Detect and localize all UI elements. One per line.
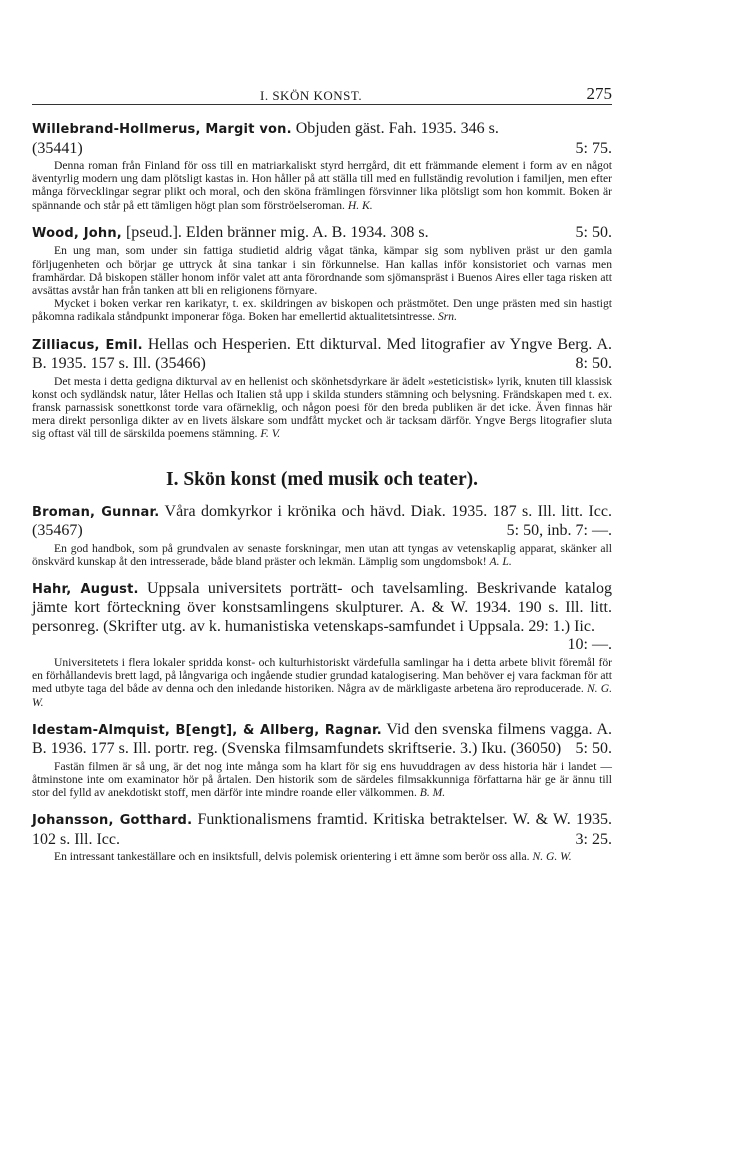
entry-citation	[32, 224, 612, 244]
entry-citation-text: [pseud.]. Elden bränner mig. A. B. 1934. 308 s.	[121, 223, 429, 241]
entry-citation-text: Hellas och Hesperien. Ett dikturval. Med litografier av Yngve Berg. A. B. 1935. 157 s. Ill. (35466)	[32, 335, 612, 373]
bibliography-entry	[32, 503, 612, 568]
entry-citation-text: Objuden gäst. Fah. 1935. 346 s.	[291, 120, 499, 137]
entry-citation	[32, 120, 612, 158]
entry-author: Idestam-Almquist, B[engt], & Allberg, Ragnar.	[32, 722, 382, 738]
reviewer-signature: N. G. W.	[532, 850, 572, 864]
entry-citation-text: Vid den svenska filmens vagga. A. B. 1936. 177 s. Ill. portr. reg. (Svenska filmsamfundets skriftserie. 3.) Iku. (36050)	[32, 720, 612, 758]
annotation-text: En ung man, som under sin fattiga studietid aldrig vågat tänka, kämpar sig som nybliven präst ur den gamla förljugenheten och börjar ge uttryck åt sina tankar i sin förkunnelse. Han kallas inför konsistoriet och varnas men framhärdar. Då biskopen ställer honom inför valet att anta förordnande som sjömanspräst i Buenos Aires eller taga risken att avsättas avstår han från tanken att bli en religionens förnyare.	[32, 244, 612, 297]
entry-citation-text: Funktionalismens framtid. Kritiska betraktelser. W. & W. 1935. 102 s. Ill. Icc.	[32, 811, 612, 848]
entry-citation	[32, 811, 612, 849]
reviewer-signature: A. L.	[489, 554, 512, 568]
entry-citation-text: Våra domkyrkor i krönika och hävd. Diak. 1935. 187 s. Ill. litt. Icc. (35467)	[32, 502, 612, 540]
annotation-text: En god handbok, som på grundvalen av senaste forskningar, men utan att tyngas av vetenskaplig apparat, skänker all önskvärd kunskap åt den intresserade, både bland präster och lekmän. Lämplig som ungdomsbok!	[32, 541, 612, 568]
entry-price: 3: 25.	[575, 830, 612, 848]
bibliography-entry	[32, 120, 612, 212]
entry-author: Wood, John,	[32, 225, 122, 241]
entry-author: Hahr, August.	[32, 581, 139, 597]
entry-author: Zilliacus, Emil.	[32, 337, 143, 353]
entry-citation	[32, 580, 612, 655]
entry-citation	[32, 721, 612, 759]
entry-annotation	[32, 159, 612, 212]
reviewer-signature: N. G. W.	[32, 682, 613, 709]
entry-annotation	[32, 760, 612, 800]
reviewer-signature: F. V.	[260, 427, 281, 441]
entry-citation	[32, 336, 612, 374]
reviewer-signature: B. M.	[419, 786, 446, 800]
annotation-text: En intressant tankeställare och en insiktsfull, delvis polemisk orientering i ett ämne som berör oss alla.	[54, 850, 530, 864]
header-title: I. SKÖN KONST.	[260, 88, 363, 103]
bibliography-entry	[32, 811, 612, 863]
annotation-text: Denna roman från Finland för oss till en matriarkaliskt styrd herrgård, dit ett främmande element i form av en något äventyrlig modern ung dam plötsligt kastas in. Hon håller på att ställa till med en fullständig revolution i familjen, men efter många förvecklingar segrar plikt och moral, och den sköna främlingen försvinner lika plötsligt som hon kommit. Boken är spännande och står på ett tämligen högt plan som förströelseroman.	[32, 159, 612, 212]
section-heading: I. Skön konst (med musik och teater).	[165, 468, 479, 490]
entry-price: 5: 50.	[575, 740, 612, 758]
annotation-text: Fastän filmen är så ung, är det nog inte många som ha klart för sig ens huvuddragen av dess historia här i landet — åtminstone inte om examinator hör på årtalen. Den historik som de särdeles filmsakkunniga författarna här ge är ännu till stor del fylld av anekdotiskt stoff, men därför inte mindre roande eller välkommen.	[32, 759, 612, 800]
entry-author: Broman, Gunnar.	[32, 504, 160, 520]
bibliography-entry	[32, 580, 612, 709]
bibliography-entry	[32, 224, 612, 324]
bibliography-entry	[32, 721, 612, 800]
entry-price: 10: —.	[567, 636, 612, 654]
entry-price: 8: 50.	[575, 355, 612, 373]
page-number: 275	[586, 84, 612, 103]
reviewer-signature: Srn.	[437, 310, 457, 324]
annotation-text: Det mesta i detta gedigna dikturval av en hellenist och skönhetsdyrkare är ädelt »esteticistisk» lyrik, knuten till klassisk konst och sydländsk natur, låter Hellas och Italien stå upp i skilda stunders stämning och belysning. Frändskapen med t. ex. fransk parnassisk sonettkonst torde vara ofärneklig, och någon poesi för den breda publiken är det icke. Även finnas här mera direkt personliga dikter av en livets älskare som undfått mycket och är tacksam därför. Yngve Bergs litografier sluta sig oftast väl till de särskilda poemens stämning.	[32, 374, 612, 441]
entry-author: Johansson, Gotthard.	[32, 813, 193, 829]
book-page	[32, 78, 612, 864]
entry-citation-text: Uppsala universitets porträtt- och tavelsamling. Beskrivande katalog jämte kort förteckning över konstsamlingens skulpturer. A. & W. 1934. 190 s. Ill. litt. personreg. (Skrifter utg. av k. humanistiska vetenskaps-samfundet i Uppsala. 29: 1.) Iic.	[32, 579, 612, 635]
entry-author: Willebrand-Hollmerus, Margit von.	[32, 122, 292, 137]
entry-price: 5: 75.	[575, 139, 612, 157]
entry-annotation	[32, 542, 612, 568]
bibliography-entry	[32, 336, 612, 441]
entry-price: 5: 50.	[575, 223, 612, 241]
annotation-text: Mycket i boken verkar ren karikatyr, t. ex. skildringen av biskopen och prästmötet. Den unge prästen med sin hastigt påkomna radikala ståndpunkt imponerar föga. Boken har emellertid aktualitetsintresse.	[32, 297, 612, 324]
reviewer-signature: H. K.	[347, 198, 373, 212]
entry-annotation	[32, 375, 612, 441]
entry-number: (35441)	[32, 139, 83, 157]
entry-citation	[32, 503, 612, 541]
annotation-text: Universitetets i flera lokaler spridda konst- och kulturhistoriskt värdefulla samlingar ha i detta arbete blivit föremål för en förhållandevis brett lagd, på långvariga och ingående studier grundad katalogisering. Man behöver ej vara fackman för att med utbyte taga del både av denna och den inledande historiken. Några av de märkligaste arbetena äro reproducerade.	[32, 655, 612, 696]
entry-annotation	[32, 244, 612, 323]
entry-annotation	[32, 656, 612, 709]
entry-annotation	[32, 850, 612, 863]
entry-price: 5: 50, inb. 7: —.	[506, 522, 612, 540]
running-header	[32, 78, 612, 105]
